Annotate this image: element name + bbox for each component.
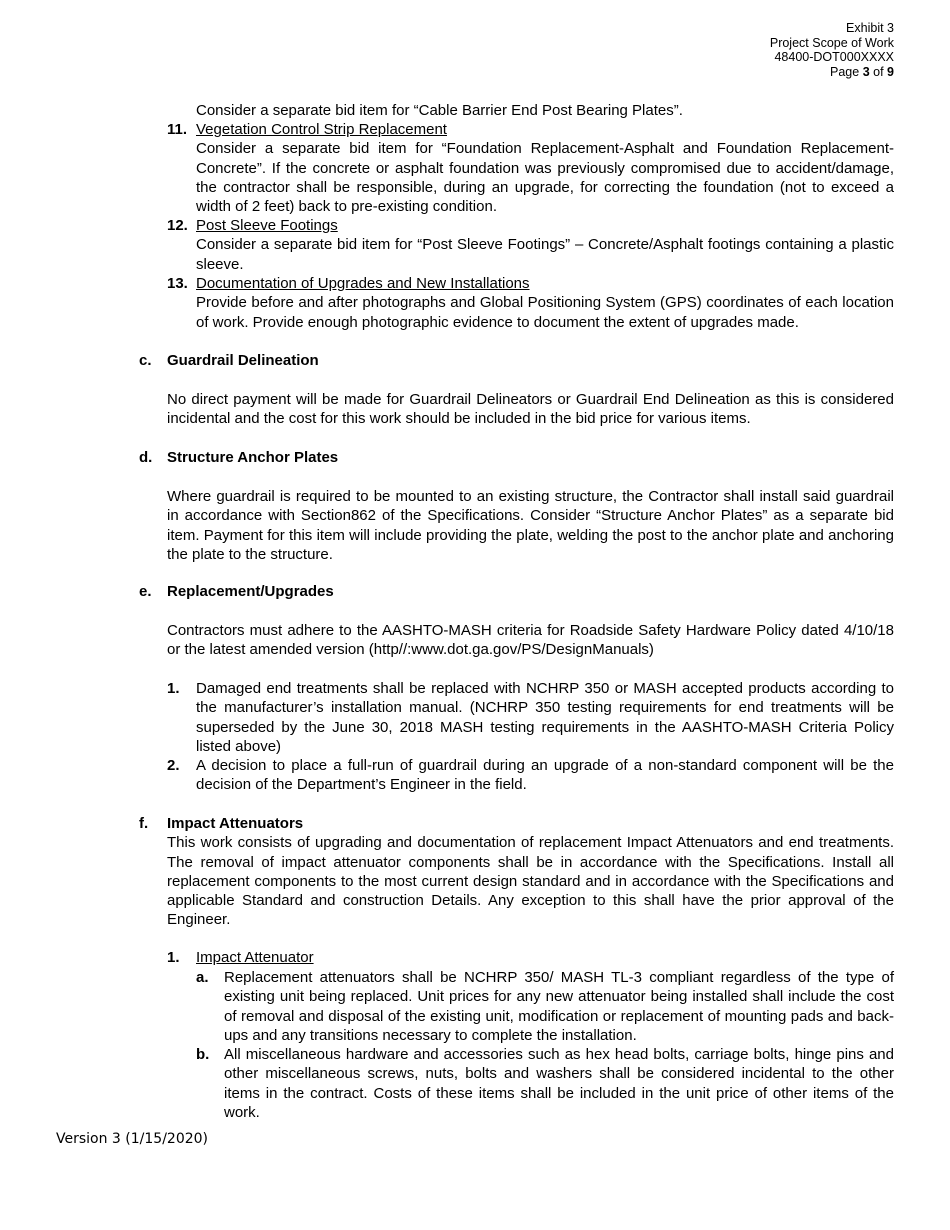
section-e-item-2-number: 2. xyxy=(167,757,180,774)
page-of: of xyxy=(873,64,884,79)
section-e-body: Contractors must adhere to the AASHTO-MASH criteria for Roadside Safety Hardware Policy dated 4/10/18 or the latest amended version (http//:www.dot.ga.gov/PS/DesignManuals) xyxy=(167,622,894,659)
item-12-title: Post Sleeve Footings xyxy=(196,217,338,234)
section-f-letter: f. xyxy=(139,815,149,832)
section-d-title: Structure Anchor Plates xyxy=(167,449,339,466)
item-12-body: Consider a separate bid item for “Post Sleeve Footings” – Concrete/Asphalt footings containing a plastic sleeve. xyxy=(196,236,894,273)
section-e-title: Replacement/Upgrades xyxy=(167,583,334,600)
subitem-b-body: All miscellaneous hardware and accessories such as hex head bolts, carriage bolts, hinge pins and other miscellaneous screws, nuts, bolts and washers shall be considered incidental to the other items in the contract. Costs of these items shall be included in the unit price of other items of the work. xyxy=(224,1046,894,1121)
section-f xyxy=(167,814,894,930)
page-current: 3 xyxy=(862,64,870,79)
item-11-number: 11. xyxy=(167,121,188,138)
item-11 xyxy=(196,120,894,216)
section-d-body: Where guardrail is required to be mounted to an existing structure, the Contractor shall install said guardrail in accordance with Section862 of the Specifications. Consider “Structure Anchor Plates” as a separate bid item. Payment for this item will include providing the plate, welding the post to the anchor plate and anchoring the plate to the structure. xyxy=(167,488,894,563)
page-prefix: Page xyxy=(830,64,860,79)
subitem-a-body: Replacement attenuators shall be NCHRP 350/ MASH TL-3 compliant regardless of the type of existing unit being replaced. Unit prices for any new attenuator being installed shall include the cost of removal and disposal of the existing unit, modification or replacement of mounting pads and back-ups and any transitions necessary to complete the installation. xyxy=(224,969,894,1044)
item-13-body: Provide before and after photographs and Global Positioning System (GPS) coordinates of each location of work. Provide enough photographic evidence to document the extent of upgrades made. xyxy=(196,294,894,331)
item-13 xyxy=(196,274,894,332)
section-c-letter: c. xyxy=(139,352,152,369)
page-total: 9 xyxy=(887,64,894,79)
section-e-item-1-number: 1. xyxy=(167,680,180,697)
section-d-letter: d. xyxy=(139,449,153,466)
item-11-title: Vegetation Control Strip Replacement xyxy=(196,121,447,138)
section-f-item-1-number: 1. xyxy=(167,949,180,966)
intro-line: Consider a separate bid item for “Cable Barrier End Post Bearing Plates”. xyxy=(196,102,683,119)
item-12-number: 12. xyxy=(167,217,188,234)
page-number xyxy=(770,65,894,80)
section-e-item-2-body: A decision to place a full-run of guardrail during an upgrade of a non-standard component will be the decision of the Department’s Engineer in the field. xyxy=(196,757,894,794)
section-f-body: This work consists of upgrading and documentation of replacement Impact Attenuators and end treatments. The removal of impact attenuator components shall be in accordance with the Specifications. Install all replacement components to the most current design standard and in accordance with the Specifications and applicable Standard and construction Details. Any exception to this shall have the prior approval of the Engineer. xyxy=(167,834,894,929)
contract-number: 48400-DOT000XXXX xyxy=(774,50,894,65)
section-c-title: Guardrail Delineation xyxy=(167,352,319,369)
section-e-item-1-body: Damaged end treatments shall be replaced with NCHRP 350 or MASH accepted products according to the manufacturer’s installation manual. (NCHRP 350 testing requirements for end treatments will be superseded by the June 30, 2018 MASH testing requirements in the AASHTO-MASH Criteria Policy listed above) xyxy=(196,680,894,755)
item-13-number: 13. xyxy=(167,275,188,292)
section-f-title: Impact Attenuators xyxy=(167,815,304,832)
subitem-a-letter: a. xyxy=(196,969,209,986)
subitem-b-letter: b. xyxy=(196,1046,210,1063)
scope-label: Project Scope of Work xyxy=(769,35,894,50)
item-12 xyxy=(196,216,894,274)
item-13-title: Documentation of Upgrades and New Installations xyxy=(196,275,530,292)
page-header xyxy=(770,21,894,79)
section-e-letter: e. xyxy=(139,583,152,600)
section-f-item-1-title: Impact Attenuator xyxy=(196,949,314,966)
version-footer: Version 3 (1/15/2020) xyxy=(56,1131,208,1147)
exhibit-label: Exhibit 3 xyxy=(846,21,894,35)
section-c-body: No direct payment will be made for Guardrail Delineators or Guardrail End Delineation as this is considered incidental and the cost for this work should be included in the bid price for various items. xyxy=(167,391,894,428)
item-11-body: Consider a separate bid item for “Foundation Replacement-Asphalt and Foundation Replacement-Concrete”. If the concrete or asphalt foundation was previously compromised due to accident/damage, the contractor shall be responsible, during an upgrade, for correcting the foundation (not to exceed a width of 2 feet) back to pre-existing condition. xyxy=(196,140,894,216)
